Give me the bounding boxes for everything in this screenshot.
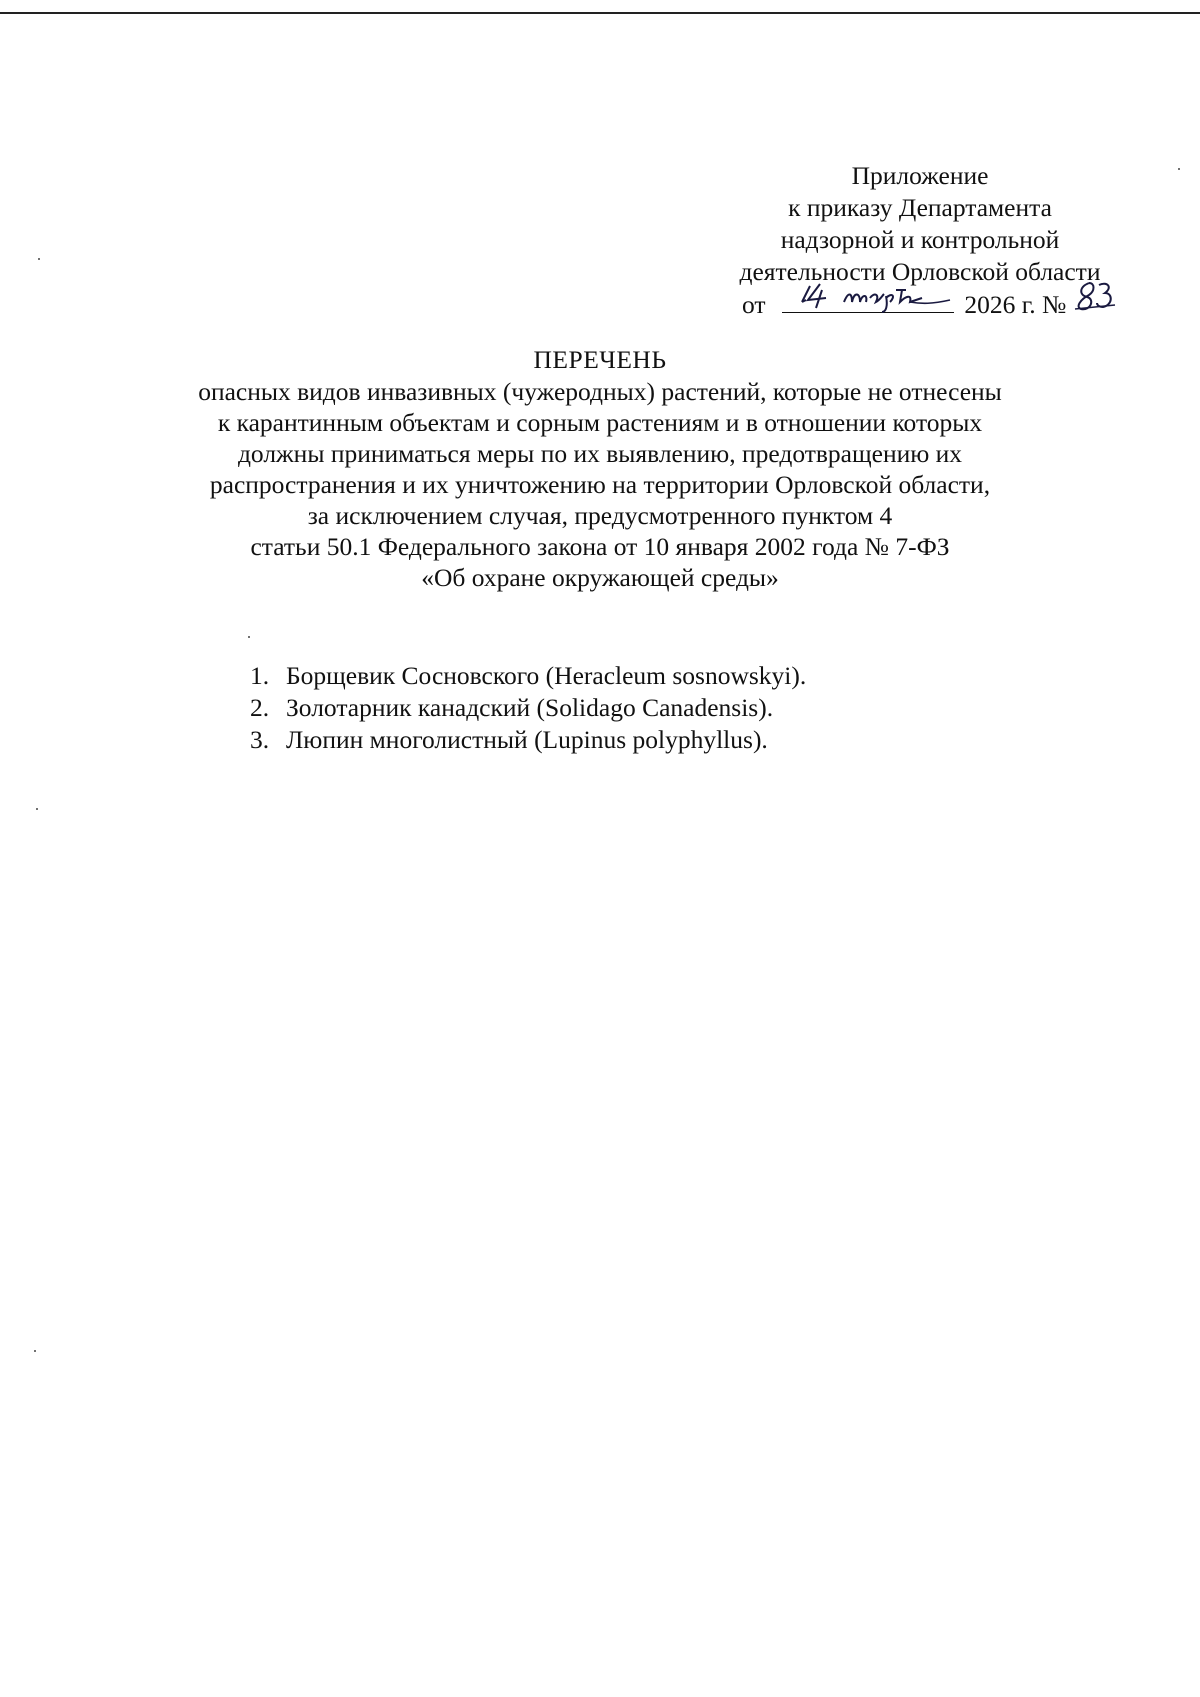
handwritten-date-signature: [782, 278, 954, 312]
handwritten-date-field: [782, 288, 954, 313]
appendix-header: [700, 160, 1140, 321]
appendix-department: надзорной и контрольной: [780, 225, 1060, 254]
list-item-number: 3.: [250, 725, 270, 754]
list-item-text: Борщевик Сосновского (Heracleum sosnowskyi).: [286, 661, 807, 690]
document-title: ПЕРЕЧЕНЬ: [533, 345, 667, 374]
scan-speck: [1178, 168, 1180, 170]
appendix-label: Приложение: [851, 161, 989, 190]
list-item: [250, 724, 806, 756]
appendix-order-ref: к приказу Департамента: [788, 193, 1052, 222]
order-year-and-number-label: 2026 г. №: [964, 290, 1067, 319]
list-item: [250, 660, 806, 692]
title-line: опасных видов инвазивных (чужеродных) растений, которые не отнесены: [198, 377, 1002, 406]
list-item-text: Люпин многолистный (Lupinus polyphyllus).: [286, 725, 768, 754]
title-line: к карантинным объектам и сорным растениям и в отношении которых: [217, 408, 983, 437]
handwritten-number-field: [1075, 289, 1115, 313]
list-item-text: Золотарник канадский (Solidago Canadensis).: [286, 693, 774, 722]
title-line: должны приниматься меры по их выявлению, предотвращению их: [237, 439, 963, 468]
title-line: «Об охране окружающей среды»: [421, 563, 779, 592]
order-date-line: [742, 288, 1140, 321]
list-item: [250, 692, 806, 724]
appendix-region: деятельности Орловской области: [739, 257, 1101, 286]
scan-speck: [34, 1350, 36, 1352]
title-line: распространения и их уничтожению на территории Орловской области,: [209, 470, 991, 499]
document-title-block: [100, 344, 1100, 593]
scan-speck: [36, 808, 38, 810]
handwritten-number-signature: [1075, 279, 1115, 313]
title-line: за исключением случая, предусмотренного пунктом 4: [307, 501, 893, 530]
date-prefix: от: [742, 290, 766, 319]
list-item-number: 2.: [250, 693, 270, 722]
list-item-number: 1.: [250, 661, 270, 690]
scan-speck: [248, 636, 250, 638]
scan-speck: [38, 258, 40, 260]
scan-top-edge: [0, 12, 1200, 14]
title-line: статьи 50.1 Федерального закона от 10 января 2002 года № 7-ФЗ: [250, 532, 950, 561]
species-list: [250, 660, 806, 756]
